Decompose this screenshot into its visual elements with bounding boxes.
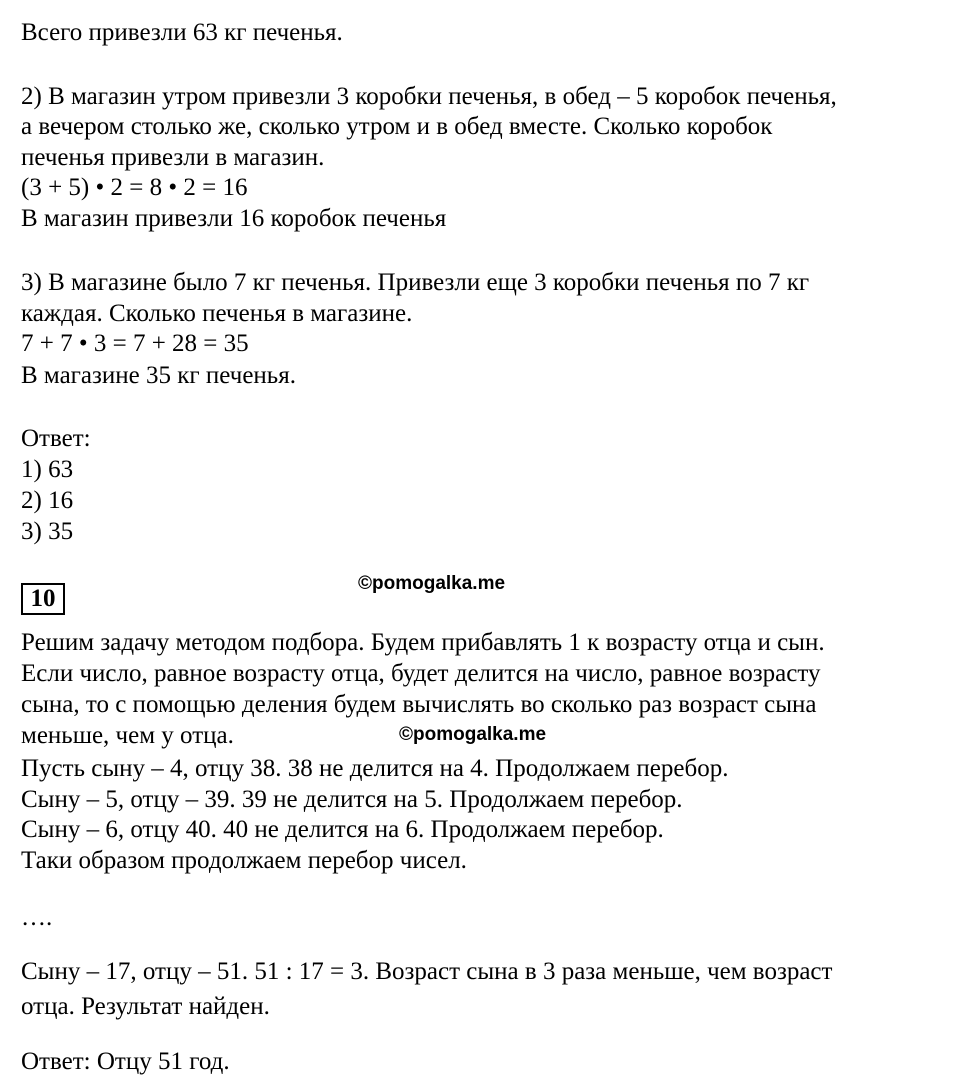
task10-line-4: меньше, чем у отца. bbox=[21, 722, 234, 749]
final-answer: Ответ: Отцу 51 год. bbox=[21, 1048, 230, 1075]
task2-line-3: печенья привезли в магазин. bbox=[21, 144, 325, 171]
task10-line-9: Сыну – 17, отцу – 51. 51 : 17 = 3. Возраст сына в 3 раза меньше, чем возраст bbox=[21, 958, 833, 985]
answer-title: Ответ: bbox=[21, 425, 91, 452]
line-total-63: Всего привезли 63 кг печенья. bbox=[21, 19, 343, 46]
task3-formula: 7 + 7 • 3 = 7 + 28 = 35 bbox=[21, 330, 249, 357]
task10-line-3: сына, то с помощью деления будем вычислять во сколько раз возраст сына bbox=[21, 691, 817, 718]
watermark: ©pomogalka.me bbox=[399, 724, 547, 745]
answer-item-1: 1) 63 bbox=[21, 456, 74, 483]
ellipsis: …. bbox=[21, 904, 53, 931]
watermark: ©pomogalka.me bbox=[358, 573, 506, 594]
task3-line-2: каждая. Сколько печенья в магазине. bbox=[21, 300, 413, 327]
task10-line-2: Если число, равное возрасту отца, будет делится на число, равное возрасту bbox=[21, 660, 821, 687]
task-number-10: 10 bbox=[21, 583, 65, 615]
task10-line-5: Пусть сыну – 4, отцу 38. 38 не делится на 4. Продолжаем перебор. bbox=[21, 755, 729, 782]
task10-line-1: Решим задачу методом подбора. Будем прибавлять 1 к возрасту отца и сын. bbox=[21, 629, 825, 656]
task10-line-6: Сыну – 5, отцу – 39. 39 не делится на 5. Продолжаем перебор. bbox=[21, 786, 683, 813]
task3-result: В магазине 35 кг печенья. bbox=[21, 362, 296, 389]
task2-result: В магазин привезли 16 коробок печенья bbox=[21, 205, 447, 232]
task10-line-7: Сыну – 6, отцу 40. 40 не делится на 6. Продолжаем перебор. bbox=[21, 816, 664, 843]
task10-line-10: отца. Результат найден. bbox=[21, 993, 270, 1020]
task2-line-1: 2) В магазин утром привезли 3 коробки печенья, в обед – 5 коробок печенья, bbox=[21, 83, 837, 110]
task10-line-8: Таки образом продолжаем перебор чисел. bbox=[21, 847, 467, 874]
task3-line-1: 3) В магазине было 7 кг печенья. Привезли еще 3 коробки печенья по 7 кг bbox=[21, 269, 810, 296]
task2-formula: (3 + 5) • 2 = 8 • 2 = 16 bbox=[21, 174, 248, 201]
answer-item-3: 3) 35 bbox=[21, 518, 74, 545]
task2-line-2: а вечером столько же, сколько утром и в обед вместе. Сколько коробок bbox=[21, 113, 773, 140]
answer-item-2: 2) 16 bbox=[21, 487, 74, 514]
